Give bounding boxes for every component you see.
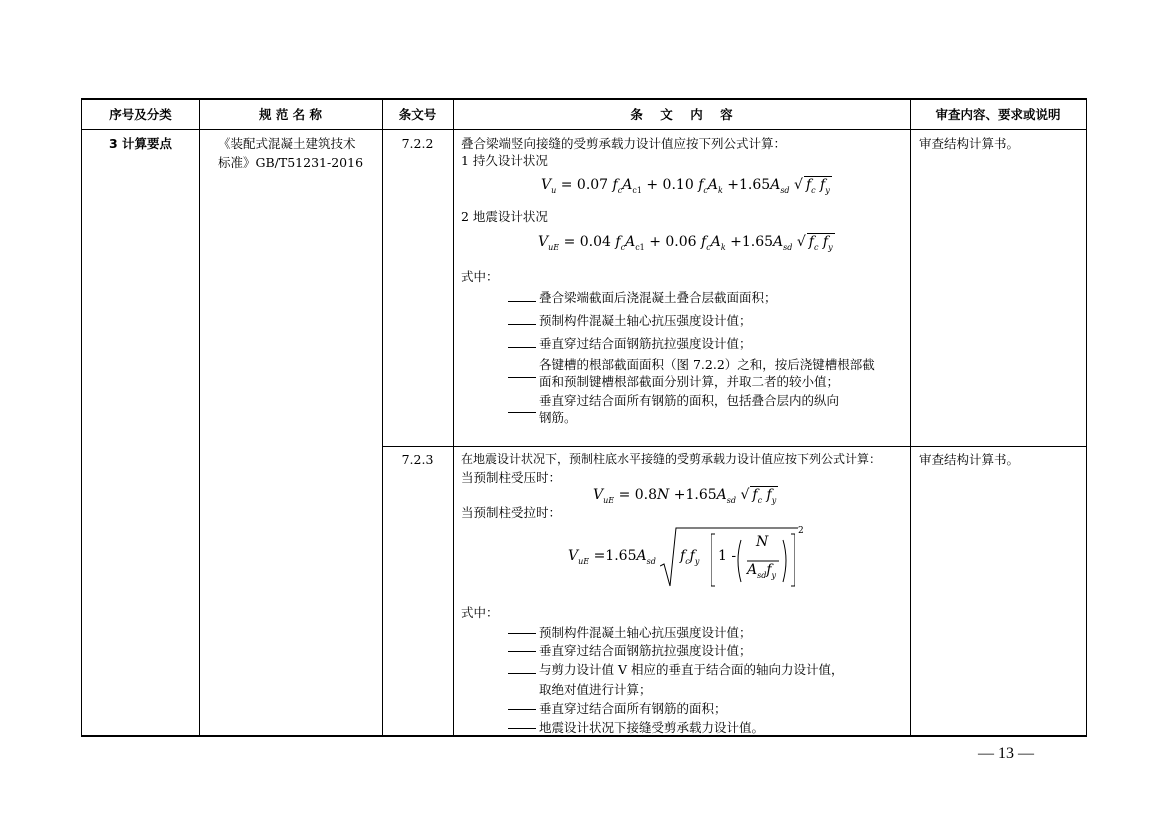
header-sequence-category: 序号及分类 bbox=[109, 107, 172, 122]
header-clause-content: 条 文 内 容 bbox=[630, 107, 733, 122]
header-clause-number: 条文号 bbox=[398, 107, 437, 122]
variable-item: 垂直穿过结合面所有钢筋的面积，包括叠合层内的纵向 bbox=[539, 393, 840, 408]
header-review-notes: 审查内容、要求或说明 bbox=[935, 107, 1061, 122]
variable-item-cont: 钢筋。 bbox=[539, 410, 577, 425]
formula-persistent: $V_u = 0.07$ $f_cA_{c1} + 0.10$ $f_cA_k +1.65A_{sd}$ √ $f_c$ $f_y$ bbox=[541, 177, 830, 195]
case-persistent: 1 持久设计状况 bbox=[461, 153, 548, 168]
col-divider bbox=[382, 100, 383, 735]
variable-item: 垂直穿过结合面钢筋抗拉强度设计值； bbox=[508, 642, 752, 659]
variable-item-cont: 面和预制键槽根部截面分别计算，并取二者的较小值； bbox=[539, 374, 840, 389]
col-divider bbox=[453, 100, 454, 735]
where-label: 式中： bbox=[461, 269, 499, 284]
page-number: — 13 — bbox=[978, 745, 1034, 762]
category-cell: 3 计算要点 bbox=[108, 136, 173, 151]
standard-name-line1: 《装配式混凝土建筑技术 bbox=[218, 136, 356, 151]
review-requirement: 审查结构计算书。 bbox=[919, 452, 1020, 467]
row-divider bbox=[382, 446, 1086, 447]
case-compression: 当预制柱受压时： bbox=[461, 470, 562, 485]
case-tension: 当预制柱受拉时： bbox=[461, 505, 562, 520]
col-divider bbox=[199, 100, 200, 735]
clause-number: 7.2.3 bbox=[401, 452, 434, 467]
variable-item: 叠合梁端截面后浇混凝土叠合层截面面积； bbox=[508, 289, 777, 306]
variable-item: 垂直穿过结合面钢筋抗拉强度设计值； bbox=[508, 335, 752, 352]
variable-item: 预制构件混凝土轴心抗压强度设计值； bbox=[508, 624, 752, 641]
variable-item: 地震设计状况下接缝受剪承载力设计值。 bbox=[508, 719, 764, 736]
formula-compression: $V_{uE} = 0.8N +1.65A_{sd}$ √ $f_c$ $f_y$ bbox=[593, 487, 777, 505]
variable-item-cont: 取绝对值进行计算； bbox=[539, 682, 652, 697]
standard-name-line2: 标准》GB/T51231-2016 bbox=[218, 155, 364, 170]
review-requirement: 审查结构计算书。 bbox=[919, 136, 1020, 151]
formula-seismic: $V_{uE} = 0.04$ $f_cA_{c1} + 0.06$ $f_cA_k +1.65A_{sd}$ √ $f_c$ $f_y$ bbox=[538, 234, 833, 252]
case-seismic: 2 地震设计状况 bbox=[461, 209, 548, 224]
where-label: 式中： bbox=[461, 605, 499, 620]
header-standard-name: 规 范 名 称 bbox=[258, 107, 323, 122]
variable-item: 预制构件混凝土轴心抗压强度设计值； bbox=[508, 312, 752, 329]
clause-intro: 叠合梁端竖向接缝的受剪承载力设计值应按下列公式计算： bbox=[461, 136, 787, 151]
variable-item: 垂直穿过结合面所有钢筋的面积； bbox=[508, 700, 727, 717]
clause-number: 7.2.2 bbox=[401, 136, 434, 151]
col-divider bbox=[910, 100, 911, 735]
clause-intro: 在地震设计状况下，预制柱底水平接缝的受剪承载力设计值应按下列公式计算： bbox=[461, 452, 882, 466]
variable-item: 与剪力设计值 V 相应的垂直于结合面的轴向力设计值， bbox=[508, 661, 843, 678]
review-table: 序号及分类 规 范 名 称 条文号 条 文 内 容 审查内容、要求或说明 3 计算要点 《装配式混凝土建筑技术 标准》GB/T51231-2016 7.2.2 叠合梁端竖向接缝的受剪承载力设计值应按下列公式计算： 1 持久设计状况 $V_u = 0.07$ $f_cA_{c1} + 0.10$ $f_cA_k +1.65A_{sd}$ √ $f_c$ $f_y$ 2 地震设计状况 $V_{uE} = 0.04$ $f_cA_{c1} + 0.06$ $f_cA_k +1.65A_{sd}$ √ $f_c$ $f_y$ 式中： 叠合梁端截面后浇混凝土叠合层截面面积； 预制构件混凝土轴心抗压强度设计值； 垂直穿过结合面钢筋抗拉强度设计值； 各键槽的根部截面面积（图 7.2.2）之和，按后浇键槽根部截 面和预制键槽根部截面分别计算，并取二者的较小值； 垂直穿过结合面所有钢筋的面积，包括叠合层内的纵向 钢筋。 审查结构计算书。 7.2.3 在地震设计状况下，预制柱底水平接缝的受剪承载力设计值应按下列公式计算： 当预制柱受压时： $V_{uE} = 0.8N +1.65A_{sd}$ √ $f_c$ $f_y$ 当预制柱受拉时： $V_{uE} =1.65A_{sd}$ $f_cf_y$ 1 - N $A_{sd}f_y$ 2 式中： 预制构件混凝土轴心抗压强度设计值； 垂直穿过结合面钢筋抗拉强度设计值； 与剪力设计值 V 相应的垂直于结合面的轴向力设计值， 取绝对值进行计算； 垂直穿过结合面所有钢筋的面积； 地震设计状况下接缝受剪承载力设计值。 审查结构计算书。 bbox=[81, 98, 1087, 737]
variable-item: 各键槽的根部截面面积（图 7.2.2）之和，按后浇键槽根部截 bbox=[539, 357, 875, 372]
